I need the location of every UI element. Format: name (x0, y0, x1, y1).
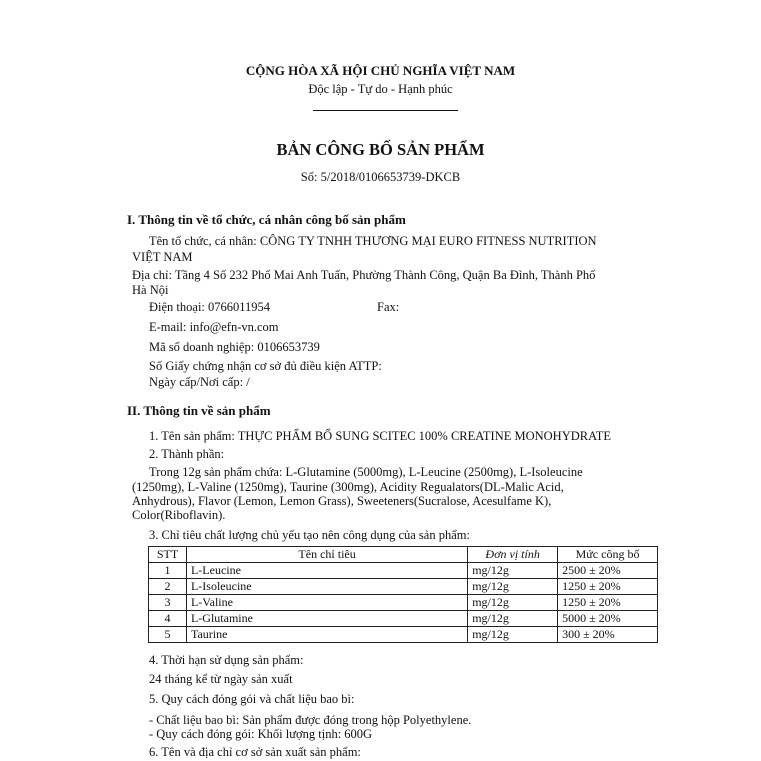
manufacturer-label: 6. Tên và địa chỉ cơ sở sản xuất sản phẩm: (149, 745, 361, 759)
document-number: Số: 5/2018/0106653739-DKCB (300, 170, 461, 184)
header-criterion: Tên chỉ tiêu (186, 547, 467, 563)
national-heading: CỘNG HÒA XÃ HỘI CHỦ NGHĨA VIỆT NAM (245, 63, 516, 78)
cell-criterion: Taurine (186, 627, 467, 643)
cell-unit: mg/12g (468, 627, 558, 643)
table-row (149, 611, 658, 627)
food-safety-cert: Số Giấy chứng nhận cơ sở đủ điều kiện ATTP: (149, 359, 382, 373)
cell-stt: 5 (149, 627, 187, 643)
cell-criterion: L-Leucine (186, 563, 467, 579)
org-name-line2: VIỆT NAM (132, 250, 193, 264)
composition-line3: Anhydrous), Flavor (Lemon, Lemon Grass), Sweeteners(Sucralose, Acesulfame K), (132, 494, 552, 508)
cell-stt: 2 (149, 579, 187, 595)
section1-heading: I. Thông tin về tổ chức, cá nhân công bố sản phẩm (127, 212, 406, 227)
packaging-label: 5. Quy cách đóng gói và chất liệu bao bì: (149, 692, 355, 706)
cell-criterion: L-Glutamine (186, 611, 467, 627)
section2-heading: II. Thông tin về sản phẩm (127, 403, 271, 418)
cell-criterion: L-Valine (186, 595, 467, 611)
header-stt: STT (149, 547, 187, 563)
business-code: Mã số doanh nghiệp: 0106653739 (149, 340, 320, 354)
packaging-spec: - Quy cách đóng gói: Khối lượng tịnh: 600G (149, 727, 373, 741)
packaging-material: - Chất liệu bao bì: Sản phẩm được đóng trong hộp Polyethylene. (149, 713, 472, 727)
org-name-line1: Tên tổ chức, cá nhân: CÔNG TY TNHH THƯƠNG MẠI EURO FITNESS NUTRITION (149, 234, 597, 248)
cell-level: 2500 ± 20% (558, 563, 658, 579)
composition-label: 2. Thành phần: (149, 447, 225, 461)
email: E-mail: info@efn-vn.com (149, 320, 279, 334)
cell-level: 1250 ± 20% (558, 579, 658, 595)
motto-underline (313, 110, 458, 111)
cell-stt: 1 (149, 563, 187, 579)
shelf-life-value: 24 tháng kể từ ngày sản xuất (149, 672, 293, 686)
table-row (149, 595, 658, 611)
quality-criteria-label: 3. Chỉ tiêu chất lượng chủ yếu tạo nên công dụng của sản phẩm: (149, 528, 470, 542)
cell-unit: mg/12g (468, 579, 558, 595)
fax: Fax: (377, 300, 400, 314)
table-row (149, 579, 658, 595)
header-declared-level: Mức công bố (558, 547, 658, 563)
issue-date-place: Ngày cấp/Nơi cấp: / (149, 375, 250, 389)
phone: Điện thoại: 0766011954 (149, 300, 271, 314)
address-line1: Địa chỉ: Tầng 4 Số 232 Phố Mai Anh Tuấn, Phường Thành Công, Quận Ba Đình, Thành Phố (132, 268, 596, 282)
composition-line4: Color(Riboflavin). (132, 508, 226, 522)
cell-level: 300 ± 20% (558, 627, 658, 643)
shelf-life-label: 4. Thời hạn sử dụng sản phẩm: (149, 653, 304, 667)
cell-unit: mg/12g (468, 595, 558, 611)
cell-level: 1250 ± 20% (558, 595, 658, 611)
quality-criteria-table (148, 546, 658, 643)
address-line2: Hà Nội (132, 283, 169, 297)
cell-criterion: L-Isoleucine (186, 579, 467, 595)
cell-unit: mg/12g (468, 563, 558, 579)
table-row (149, 627, 658, 643)
table-header-row (149, 547, 658, 563)
composition-line2: (1250mg), L-Valine (1250mg), Taurine (300mg), Acidity Regualators(DL-Malic Acid, (132, 480, 564, 494)
product-name: 1. Tên sản phẩm: THỰC PHẨM BỔ SUNG SCITEC 100% CREATINE MONOHYDRATE (149, 429, 612, 443)
national-motto: Độc lập - Tự do - Hạnh phúc (308, 82, 453, 96)
cell-stt: 3 (149, 595, 187, 611)
document-title: BẢN CÔNG BỐ SẢN PHẨM (276, 140, 485, 159)
cell-stt: 4 (149, 611, 187, 627)
cell-level: 5000 ± 20% (558, 611, 658, 627)
header-unit: Đơn vị tính (468, 547, 558, 563)
composition-line1: Trong 12g sản phẩm chứa: L-Glutamine (5000mg), L-Leucine (2500mg), L-Isoleucine (149, 465, 583, 479)
cell-unit: mg/12g (468, 611, 558, 627)
table-row (149, 563, 658, 579)
